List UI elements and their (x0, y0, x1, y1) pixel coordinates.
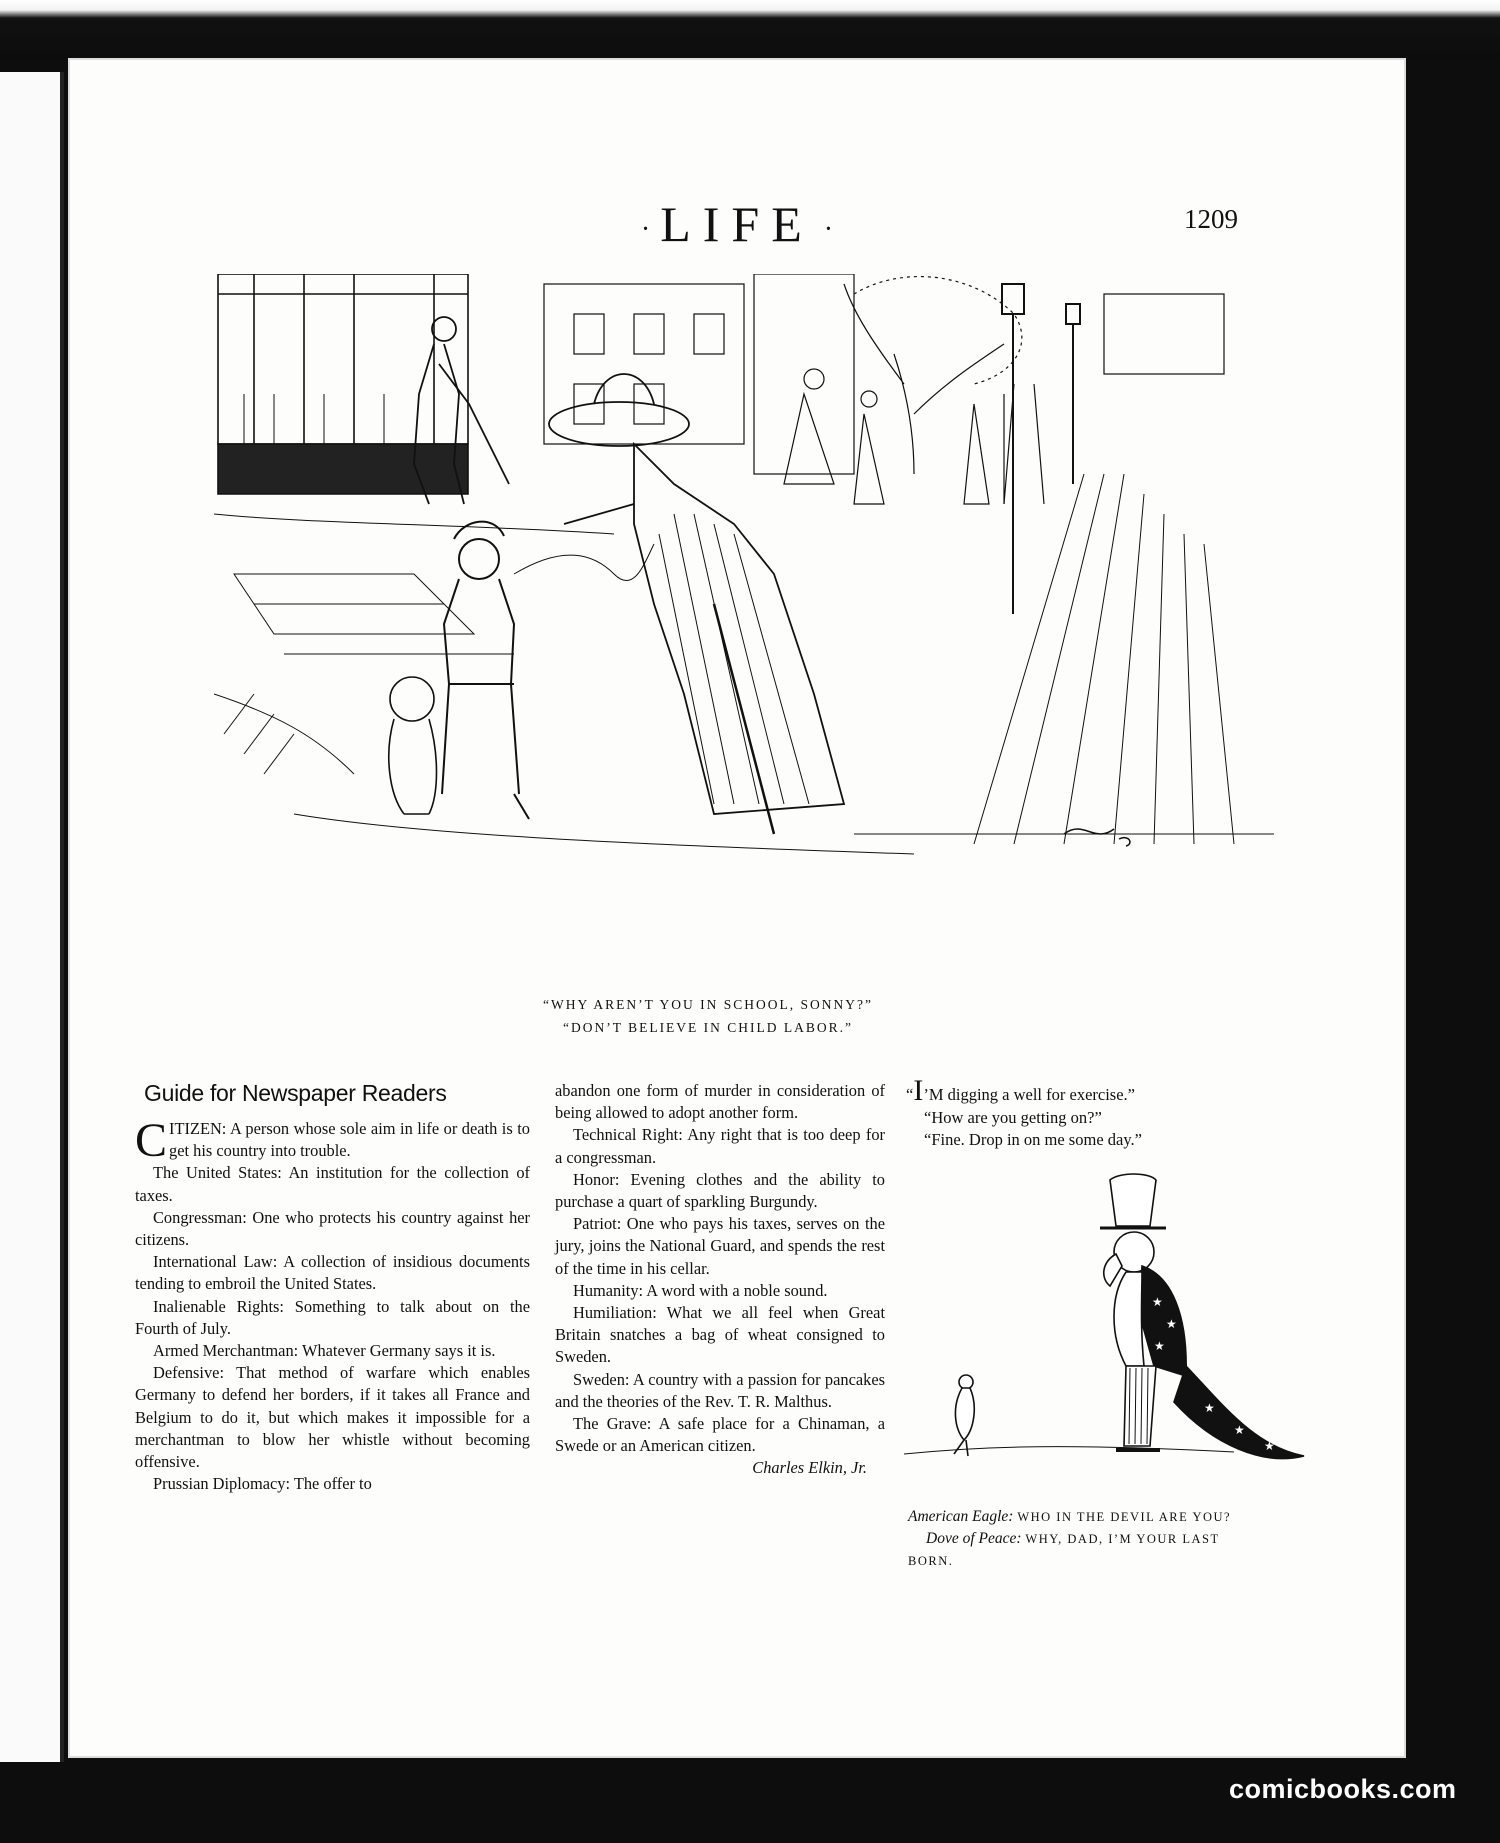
cartoon-caption-line-2: “DON’T BELIEVE IN CHILD LABOR.” (562, 1020, 854, 1035)
cartoon-caption (408, 993, 1008, 1039)
porch-house (218, 274, 468, 494)
masthead-title: LIFE (660, 196, 814, 252)
article-paragraph: Armed Merchantman: Whatever Germany says it is. (153, 1341, 496, 1361)
dog-figure (389, 677, 437, 814)
background-people (784, 369, 1044, 504)
svg-text:★: ★ (1152, 1295, 1163, 1309)
eagle-line: WHO IN THE DEVIL ARE YOU? (1017, 1510, 1232, 1524)
joke-line-2: “How are you getting on?” (924, 1107, 1102, 1127)
svg-text:★: ★ (1166, 1317, 1177, 1331)
article-paragraph: Prussian Diplomacy: The offer to (153, 1474, 372, 1494)
svg-text:★: ★ (1204, 1401, 1215, 1415)
article-paragraph: International Law: A collection of insidious documents tending to embroil the United States. (135, 1252, 530, 1294)
svg-text:★: ★ (1234, 1423, 1245, 1437)
woman-figure (549, 374, 844, 834)
article-paragraph: Technical Right: Any right that is too deep for a congressman. (555, 1125, 885, 1167)
eagle-and-dove-illustration (904, 1166, 1314, 1482)
article-paragraph: The United States: An institution for the collection of taxes. (135, 1163, 530, 1205)
joke-text (906, 1074, 1236, 1152)
dove-line: WHY, DAD, I’M YOUR LAST BORN. (908, 1532, 1220, 1568)
lamp-posts (1002, 284, 1080, 614)
speaker-eagle: American Eagle: (908, 1508, 1014, 1525)
lawn-and-steps (214, 514, 654, 774)
article-paragraph: ITIZEN: A person whose sole aim in life or death is to get his country into trouble. (169, 1119, 530, 1161)
byline: Charles Elkin, Jr. (752, 1458, 867, 1478)
svg-text:★: ★ (1264, 1439, 1275, 1453)
dove-figure (954, 1375, 974, 1456)
street-hatching (294, 474, 1274, 854)
article-paragraph: Honor: Evening clothes and the ability to purchase a quart of sparkling Burgundy. (555, 1169, 885, 1212)
speaker-dove: Dove of Peace: (926, 1530, 1022, 1547)
eagle-caption (908, 1506, 1238, 1572)
article-paragraph: abandon one form of murder in consideration of being allowed to adopt another form. (555, 1081, 885, 1123)
article-paragraph: Congressman: One who protects his country against her citizens. (135, 1207, 530, 1250)
article-title: Guide for Newspaper Readers (144, 1080, 447, 1106)
joke-line-3: “Fine. Drop in on me some day.” (924, 1130, 1142, 1149)
cartoon-caption-line-1: “WHY AREN’T YOU IN SCHOOL, SONNY?” (543, 997, 873, 1012)
article-paragraph: Humiliation: What we all feel when Great Britain snatches a bag of wheat consigned to Sweden. (555, 1303, 885, 1367)
previous-page-edge (0, 72, 64, 1762)
joke-open-quote: “ (906, 1085, 914, 1104)
article-paragraph: Patriot: One who pays his taxes, serves on the jury, joins the National Guard, and spends the rest of the time in his cellar. (555, 1214, 885, 1278)
drop-cap: C (135, 1114, 168, 1167)
artist-signature (1064, 829, 1130, 846)
article-paragraph: Humanity: A word with a noble sound. (573, 1280, 828, 1300)
article-paragraph: The Grave: A safe place for a Chinaman, a Swede or an American citizen. (555, 1414, 885, 1456)
joke-initial: I (913, 1074, 924, 1107)
masthead: · LIFE · (640, 196, 834, 252)
magazine-page (68, 58, 1406, 1758)
article-column-1 (135, 1114, 530, 1495)
article-paragraph: Defensive: That method of warfare which enables Germany to defend her borders, if it takes all France and Belgium to do it, but which makes it impossible for a merchantman to blow her whistle without becoming offensive. (135, 1363, 530, 1472)
page-number: 1209 (1184, 204, 1238, 234)
joke-line-1: ’M digging a well for exercise.” (923, 1085, 1136, 1104)
cartoon-illustration (214, 274, 1294, 1054)
article-column-2 (555, 1080, 885, 1480)
article-paragraph: Sweden: A country with a passion for pancakes and the theories of the Rev. T. R. Malthus. (555, 1369, 885, 1411)
site-watermark: comicbooks.com (1229, 1774, 1457, 1804)
scan-top-edge (0, 0, 1500, 60)
article-paragraph: Inalienable Rights: Something to talk about on the Fourth of July. (135, 1296, 530, 1338)
boy-figure (442, 522, 529, 819)
svg-text:★: ★ (1154, 1339, 1165, 1353)
